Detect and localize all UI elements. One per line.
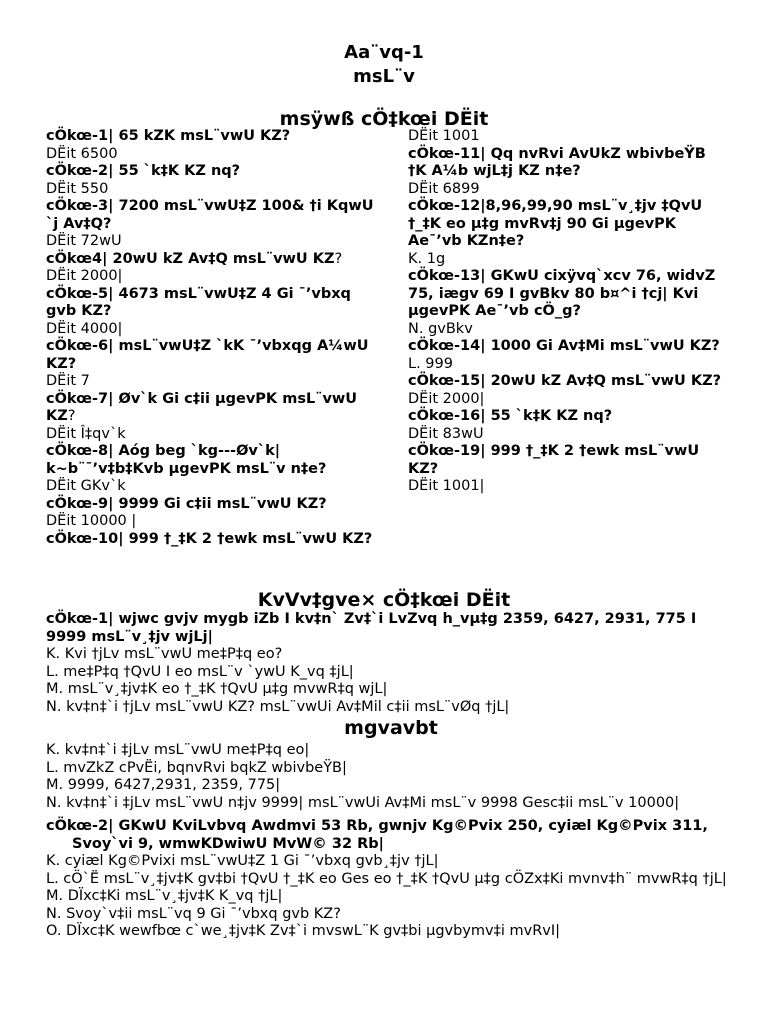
question: cÖkœ-3| 7200 msL¨vwU‡Z 100& †i KqwU `j Av‡Q? [46,198,374,232]
question: cÖkœ-6| msL¨vwU‡Z `kK ¯’vbxqg A¼wU KZ? [46,338,369,372]
answer: DËit GKv`k [46,478,126,494]
answer: DËit 1001 [408,128,480,144]
option-item: K. Kvi †jLv msL¨vwU me‡P‡q eo? [46,646,283,662]
solution-heading: mgvavbt [344,717,438,739]
question: cÖkœ-2| 55 `k‡K KZ nq? [46,163,241,179]
question: cÖkœ-7| Øv`k Gi c‡ii µgevPK msL¨vwU KZ [46,390,358,424]
option-item: N. kv‡n‡`i †jLv msL¨vwU KZ? msL¨vwUi Av‡Mil c‡ii msL¨vØq †jL| [46,698,510,715]
qa-item [408,268,728,338]
question: cÖkœ-5| 4673 msL¨vwU‡Z 4 Gi ¯’vbxq gvb KZ? [46,285,351,319]
structured-question-1: cÖkœ-1| wjwc gvjv mygb iZb I kv‡n` Zv‡`i LvZvq h_vµ‡g 2359, 6427, 2931, 775 I 9999 msL¨v¸‡jv wjLj| [46,611,697,645]
option-item: K. cyiæl Kg©Pvixi msL¨vwU‡Z 1 Gi ¯’vbxq gvb¸‡jv †jL| [46,853,439,869]
question: cÖkœ-15| 20wU kZ Av‡Q msL¨vwU KZ? [408,373,722,389]
answer-item: L. mvZkZ cPvËi, bqnvRvi bqkZ wbivbeŸB| [46,759,347,776]
answer: DËit 550 [46,180,109,197]
question-1-options [46,646,736,716]
short-answer-right-column [408,128,728,496]
qa-item [46,198,376,251]
chapter-title: Aa¨vq-1 [344,42,424,63]
qa-item [46,443,376,496]
qa-item [408,443,728,496]
short-answer-left-column [46,128,376,548]
question: cÖkœ-14| 1000 Gi Av‡Mi msL¨vwU KZ? [408,338,720,354]
option-item: L. me‡P‡q †QvU I eo msL¨v `ywU K_vq ‡jL| [46,663,354,680]
qa-item [46,391,376,444]
answer: DËit Î‡qv`k [46,425,126,442]
qa-item [408,408,728,443]
answer: DËit 10000 | [46,513,137,529]
option-item: N. Svoy`v‡ii msL¨vq 9 Gi ¯’vbxq gvb KZ? [46,905,341,922]
answer: L. 999 [408,355,453,372]
option-item: L. cÖ`Ë msL¨v¸‡jv‡K gv‡bi †QvU †_‡K eo Ges eo †_‡K †QvU µ‡g cÖZx‡Ki mvnv‡h¨ mvwR‡q †jL| [46,870,727,887]
qa-item [408,128,728,146]
answer: DËit 2000| [408,390,485,407]
qa-item [46,251,376,286]
answer: DËit 6500 [46,145,118,162]
question-tail: ? [334,250,343,267]
question: cÖkœ-1| 65 kZK msL¨vwU KZ? [46,128,291,144]
answer: N. gvBkv [408,320,473,337]
chapter-subtitle: msL¨v [353,66,415,87]
question: cÖkœ-10| 999 †_‡K 2 †ewk msL¨vwU KZ? [46,530,373,547]
question: cÖkœ-9| 9999 Gi c‡ii msL¨vwU KZ? [46,495,327,512]
qa-item [46,496,376,531]
question: cÖkœ4| 20wU kZ Av‡Q msL¨vwU KZ [46,250,335,267]
question: cÖkœ-19| 999 †_‡K 2 †ewk msL¨vwU KZ? [408,443,700,477]
answer: DËit 6899 [408,180,480,197]
answer-item: M. 9999, 6427,2931, 2359, 775| [46,777,281,793]
qa-item [408,338,728,373]
option-item: M. msL¨v¸‡jv‡K eo †_‡K †QvU µ‡g mvwR‡q wjL| [46,681,388,697]
question-1-answers [46,742,736,812]
short-answer-heading: msÿwß cÖ‡kœi DËit [279,108,489,130]
answer: DËit 2000| [46,268,123,284]
answer: DËit 1001| [408,478,485,494]
qa-item [46,163,376,198]
qa-item [46,531,376,549]
answer-item: K. kv‡n‡`i ‡jLv msL¨vwU me‡P‡q eo| [46,742,310,758]
question: cÖkœ-8| Aóg beg `kg---Øv`k| k~b¨¯’v‡b‡Kvb µgevPK msL¨v n‡e? [46,443,327,477]
question: cÖkœ-11| Qq nvRvi AvUkZ wbivbeŸB †K A¼b wjL‡j KZ n‡e? [408,145,706,179]
qa-item [408,198,728,268]
question: cÖkœ-16| 55 `k‡K KZ nq? [408,408,613,424]
question: cÖkœ-12|8,96,99,90 msL¨v¸‡jv ‡QvU †_‡K eo µ‡g mvRv‡j 90 Gi µgevPK Ae¯’vb KZn‡e? [408,198,703,249]
qa-item [408,146,728,199]
answer: DËit 83wU [408,425,484,442]
structured-answer-heading: KvVv‡gve× cÖ‡kœi DËit [257,589,511,611]
question-2-options [46,853,736,941]
answer: DËit 72wU [46,233,122,249]
answer: DËit 7 [46,373,90,389]
option-item: O. DÏxc‡K wewfbœ c`we¸‡jv‡K Zv‡`i mvswL¨K gv‡bi µgvbymv‡i mvRvI| [46,923,561,939]
answer: DËit 4000| [46,320,123,337]
answer-item: N. kv‡n‡`i ‡jLv msL¨vwU n‡jv 9999| msL¨vwUi Av‡Mi msL¨v 9998 Gesc‡ii msL¨v 10000| [46,794,680,811]
structured-section [46,611,736,941]
question: cÖkœ-13| GKwU cixÿvq`xcv 76, widvZ 75, iægv 69 I gvBkv 80 b¤^i †cj| Kvi µgevPK Ae¯’vb cÖ_g? [408,268,716,319]
question-tail: ? [67,408,76,424]
option-item: M. DÏxc‡Ki msL¨v¸‡jv‡K K_vq †jL| [46,888,283,904]
structured-question-2: cÖkœ-2| GKwU KviLvbvq Awdmvi 53 Rb, gwnjv Kg©Pvix 250, cyiæl Kg©Pvix 311, Svoy`vi 9, wmwKDwiwU MvW© 32 Rb| [46,818,708,852]
qa-item [46,128,376,163]
qa-item [408,373,728,408]
answer: K. 1g [408,250,446,267]
qa-item [46,286,376,339]
qa-item [46,338,376,391]
